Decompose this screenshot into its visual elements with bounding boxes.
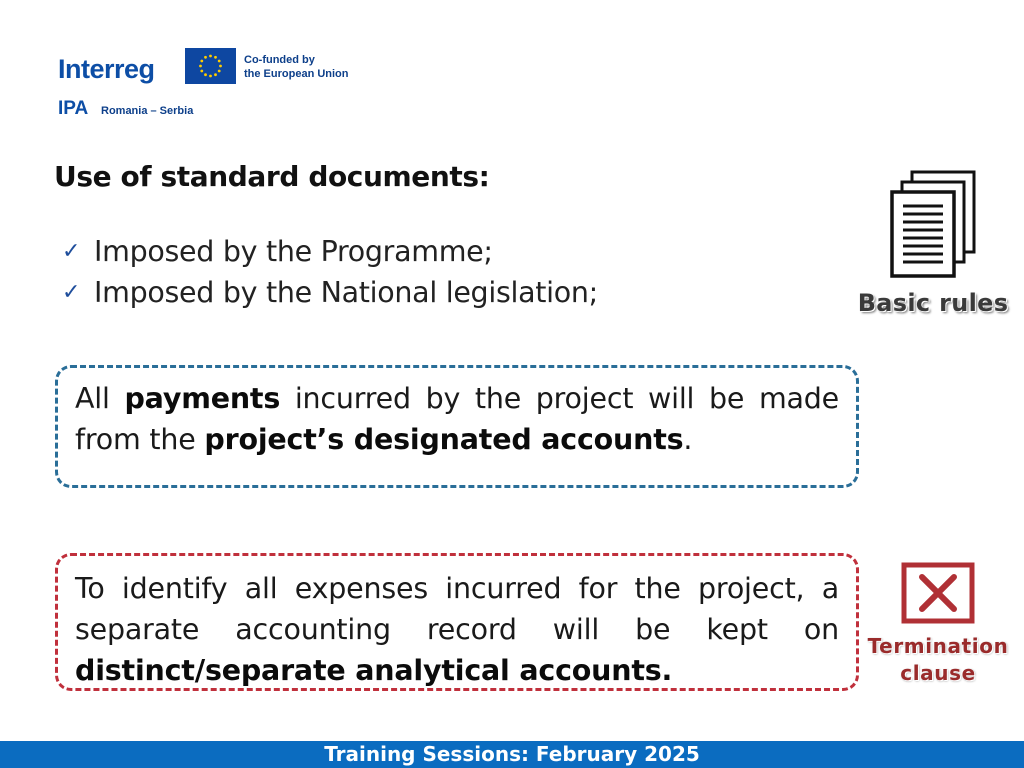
slide-heading: Use of standard documents: <box>54 160 490 193</box>
list-item <box>62 231 598 272</box>
footer-text: Training Sessions: February 2025 <box>324 742 700 766</box>
list-item-text: Imposed by the Programme; <box>94 235 493 268</box>
designated-accounts-emphasis: project’s designated accounts <box>204 423 684 456</box>
payments-note-text: All payments incurred by the project will be made from the project’s designated accounts. <box>75 382 839 456</box>
eu-cofunded-text <box>244 53 349 81</box>
interreg-logo <box>58 46 358 121</box>
payments-note-box <box>55 365 859 488</box>
logo-program-name: Interreg <box>58 54 155 84</box>
list-item <box>62 272 598 313</box>
list-item-text: Imposed by the National legislation; <box>94 276 598 309</box>
termination-clause-label <box>858 633 1018 687</box>
termination-line-1: Termination <box>867 634 1009 658</box>
logo-region: Romania – Serbia <box>101 105 194 117</box>
termination-line-2: clause <box>900 661 976 685</box>
standard-documents-list <box>62 231 598 313</box>
payments-emphasis: payments <box>124 382 281 415</box>
documents-icon <box>888 168 984 286</box>
x-mark-icon <box>900 562 976 624</box>
analytical-accounts-emphasis: distinct/separate analytical accounts. <box>75 654 673 687</box>
logo-ipa: IPA <box>58 98 89 119</box>
checkmark-icon: ✓ <box>62 279 81 305</box>
eu-line-2: the European Union <box>244 68 349 80</box>
accounting-note-text: To identify all expenses incurred for the project, a separate accounting record will be kept on distinct/separate analytical accounts. <box>75 572 839 687</box>
footer-bar <box>0 741 1024 768</box>
eu-flag-icon <box>185 48 236 84</box>
basic-rules-label: Basic rules <box>857 289 1009 317</box>
eu-line-1: Co-funded by <box>244 54 315 66</box>
checkmark-icon: ✓ <box>62 238 81 264</box>
accounting-note-box <box>55 553 859 691</box>
